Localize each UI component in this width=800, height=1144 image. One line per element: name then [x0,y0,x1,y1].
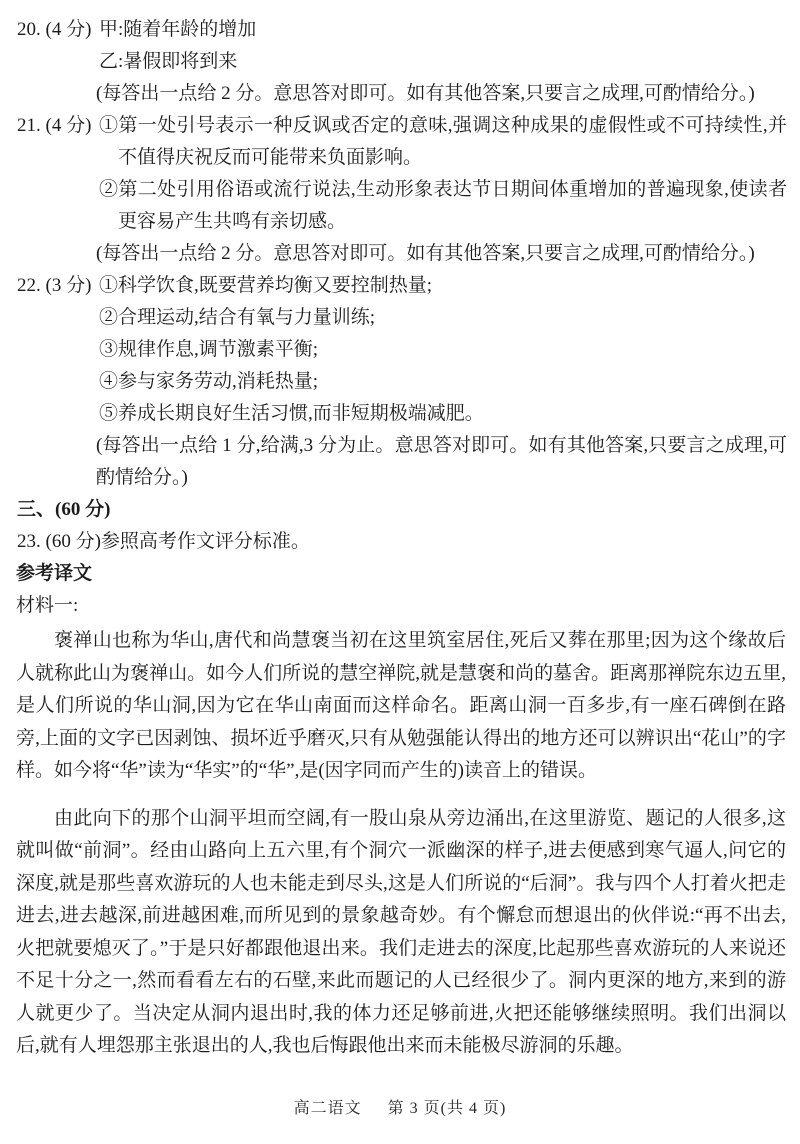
answer-item-3: ③规律作息,调节激素平衡; [99,339,319,360]
question-23-text: 参照高考作文评分标准。 [100,531,310,552]
reference-translation-heading: 参考译文 [16,563,93,584]
question-22-body [16,270,787,494]
question-21-block [16,110,787,270]
question-21-number: 21. (4 分) [17,115,92,136]
question-20-block [16,14,787,110]
section-three-heading: 三、(60 分) [17,499,111,520]
scoring-note: (每答出一点给 2 分。意思答对即可。如有其他答案,只要言之成理,可酌情给分。) [96,243,755,264]
material-one-label: 材料一: [16,595,79,616]
answer-item-2: ②合理运动,结合有氧与力量训练; [99,307,376,328]
translation-paragraph-1: 褒禅山也称为华山,唐代和尚慧褒当初在这里筑室居住,死后又葬在那里;因为这个缘故后人就称此山为褒禅山。如今人们所说的慧空禅院,就是慧褒和尚的墓舍。距离那禅院东边五里,是人们所说的华山洞,因为它在华山南面而这样命名。距离山洞一百多步,有一座石碑倒在路旁,上面的文字已因剥蚀、损坏近乎磨灭,只有从勉强能认得出的地方还可以辨识出“花山”的字样。如今将“华”读为“华实”的“华”,是(因字同而产生的)读音上的错误。 [16,630,786,781]
question-22-block [16,270,787,494]
question-23-number: 23. (60 分) [17,531,101,552]
page-footer [0,1095,800,1118]
question-23-block [16,526,787,558]
answer-line-jia: 甲:随着年龄的增加 [99,19,257,40]
question-22-number: 22. (3 分) [17,275,92,296]
translation-text [16,625,786,1063]
question-20-number: 20. (4 分) [17,19,92,40]
answer-item-4: ④参与家务劳动,消耗热量; [99,371,319,392]
answer-line-yi: 乙:暑假即将到来 [99,51,238,72]
answer-item-1: ①第一处引号表示一种反讽或否定的意味,强调这种成果的虚假性或不可持续性,并不值得庆祝反而可能带来负面影响。 [99,115,787,168]
scoring-note: (每答出一点给 2 分。意思答对即可。如有其他答案,只要言之成理,可酌情给分。) [96,83,755,104]
footer-page-number: 第 3 页(共 4 页) [387,1100,507,1117]
question-20-body [16,14,787,110]
translation-paragraph-2: 由此向下的那个山洞平坦而空阔,有一股山泉从旁边涌出,在这里游览、题记的人很多,这就叫做“前洞”。经由山路向上五六里,有个洞穴一派幽深的样子,进去便感到寒气逼人,问它的深度,就是那些喜欢游玩的人也未能走到尽头,这是人们所说的“后洞”。我与四个人打着火把走进去,进去越深,前进越困难,而所见到的景象越奇妙。有个懈怠而想退出的伙伴说:“再不出去,火把就要熄灭了。”于是只好都跟他退出来。我们走进去的深度,比起那些喜欢游玩的人来说还不足十分之一,然而看看左右的石壁,来此而题记的人已经很少了。洞内更深的地方,来到的游人就更少了。当决定从洞内退出时,我的体力还足够前进,火把还能够继续照明。我们出洞以后,就有人埋怨那主张退出的人,我也后悔跟他出来而未能极尽游洞的乐趣。 [16,807,786,1056]
answer-item-5: ⑤养成长期良好生活习惯,而非短期极端减肥。 [99,403,484,424]
answer-item-1: ①科学饮食,既要营养均衡又要控制热量; [99,275,433,296]
answer-item-2: ②第二处引用俗语或流行说法,生动形象表达节日期间体重增加的普遍现象,使读者更容易产生共鸣有亲切感。 [99,179,787,232]
scoring-note: (每答出一点给 1 分,给满,3 分为止。意思答对即可。如有其他答案,只要言之成理,可酌情给分。) [96,435,787,488]
footer-subject-label: 高二语文 [293,1100,362,1117]
question-21-body [16,110,787,270]
